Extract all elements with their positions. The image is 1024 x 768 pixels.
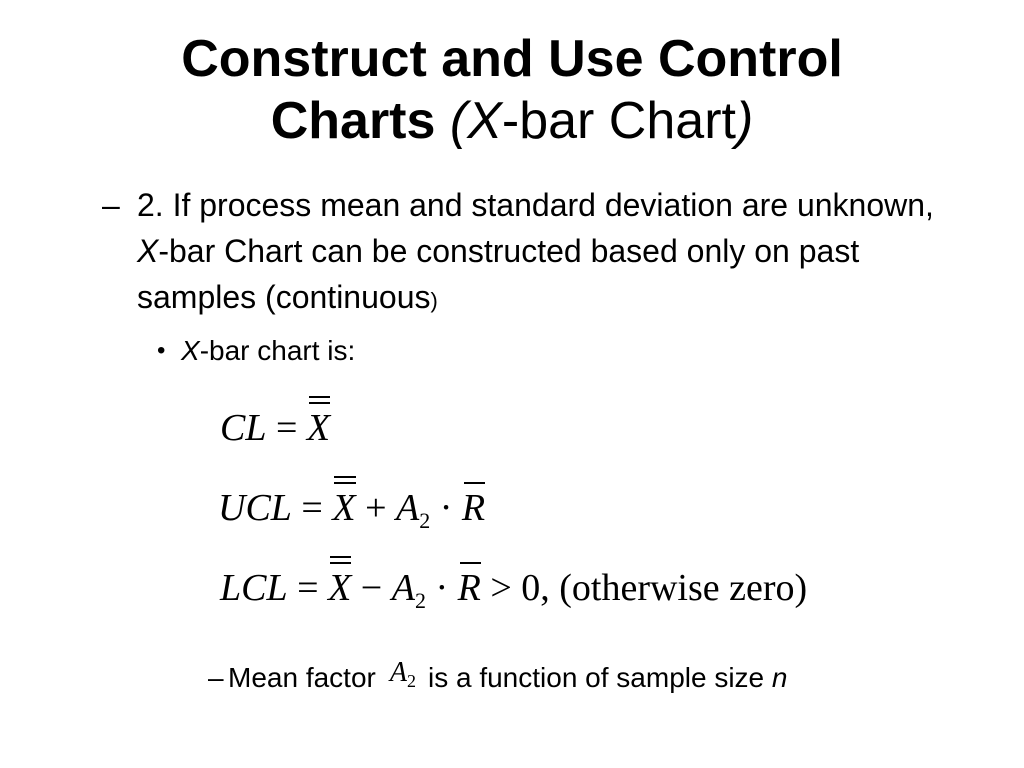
formula-lcl <box>220 566 807 623</box>
sub-point-text <box>181 334 355 368</box>
main-point-text-a: 2. If process mean and standard deviation are unknown, <box>137 187 934 223</box>
formula-lcl-a-subscript: 2 <box>414 588 426 613</box>
formula-ucl-plus: + <box>365 487 387 529</box>
factor-a2-symbol <box>390 655 416 699</box>
title-close-paren: ) <box>735 92 754 150</box>
formula-ucl-equals: = <box>301 487 323 529</box>
formula-lcl-minus: − <box>360 567 383 609</box>
main-point-x-symbol: X <box>137 233 159 269</box>
title-xbar-chart-text: -bar Chart <box>501 92 736 150</box>
factor-text-b: is a function of sample size <box>427 662 772 693</box>
formula-ucl-dot: · <box>439 487 453 529</box>
formula-ucl <box>218 486 485 543</box>
main-point-close-paren: ) <box>430 288 438 313</box>
formula-ucl-a: A <box>396 487 420 529</box>
slide-title <box>0 28 1024 152</box>
dot-bullet-marker: • <box>157 337 166 364</box>
factor-note <box>228 657 788 705</box>
formula-ucl-grand-mean: X <box>332 487 356 529</box>
formula-lcl-equals: = <box>297 567 319 609</box>
formula-lcl-range-mean: R <box>457 567 481 609</box>
factor-dash-marker: – <box>208 662 224 693</box>
factor-text-a: Mean factor <box>228 662 376 693</box>
factor-a-subscript: 2 <box>406 671 416 691</box>
title-open-paren: ( <box>449 92 468 150</box>
dash-bullet-marker: – <box>102 187 120 223</box>
formula-cl <box>220 406 330 450</box>
formula-lcl-lhs: LCL <box>220 567 288 609</box>
formula-cl-grand-mean: X <box>306 407 331 449</box>
formula-ucl-range-mean: R <box>461 487 486 529</box>
main-point-text <box>137 182 967 324</box>
formula-ucl-a-factor <box>396 487 431 533</box>
formula-ucl-lhs: UCL <box>218 487 292 529</box>
main-point-text-b: -bar Chart can be constructed based only on past samples (continuous <box>137 233 860 315</box>
formula-lcl-zero: 0, <box>521 567 550 609</box>
formula-lcl-a-factor <box>391 567 426 613</box>
title-line-1 <box>0 28 1024 90</box>
sub-point-label: -bar chart is: <box>199 335 356 366</box>
formula-ucl-a-subscript: 2 <box>419 508 431 533</box>
formula-lcl-greater-than: > <box>490 567 512 609</box>
title-line-2 <box>0 90 1024 152</box>
formula-lcl-note: (otherwise zero) <box>559 567 808 609</box>
title-charts-text: Charts <box>270 92 436 150</box>
formula-cl-lhs: CL <box>220 407 267 449</box>
title-line-1-text: Construct and Use Control <box>181 30 843 88</box>
title-x-symbol: X <box>467 92 502 150</box>
factor-a: A <box>389 657 407 688</box>
formula-lcl-grand-mean: X <box>328 567 352 609</box>
formula-lcl-a: A <box>391 567 415 609</box>
formula-cl-equals: = <box>275 407 298 449</box>
formula-lcl-dot: · <box>435 567 449 609</box>
sub-point-x-symbol: X <box>181 335 200 366</box>
factor-n-symbol: n <box>771 662 788 693</box>
